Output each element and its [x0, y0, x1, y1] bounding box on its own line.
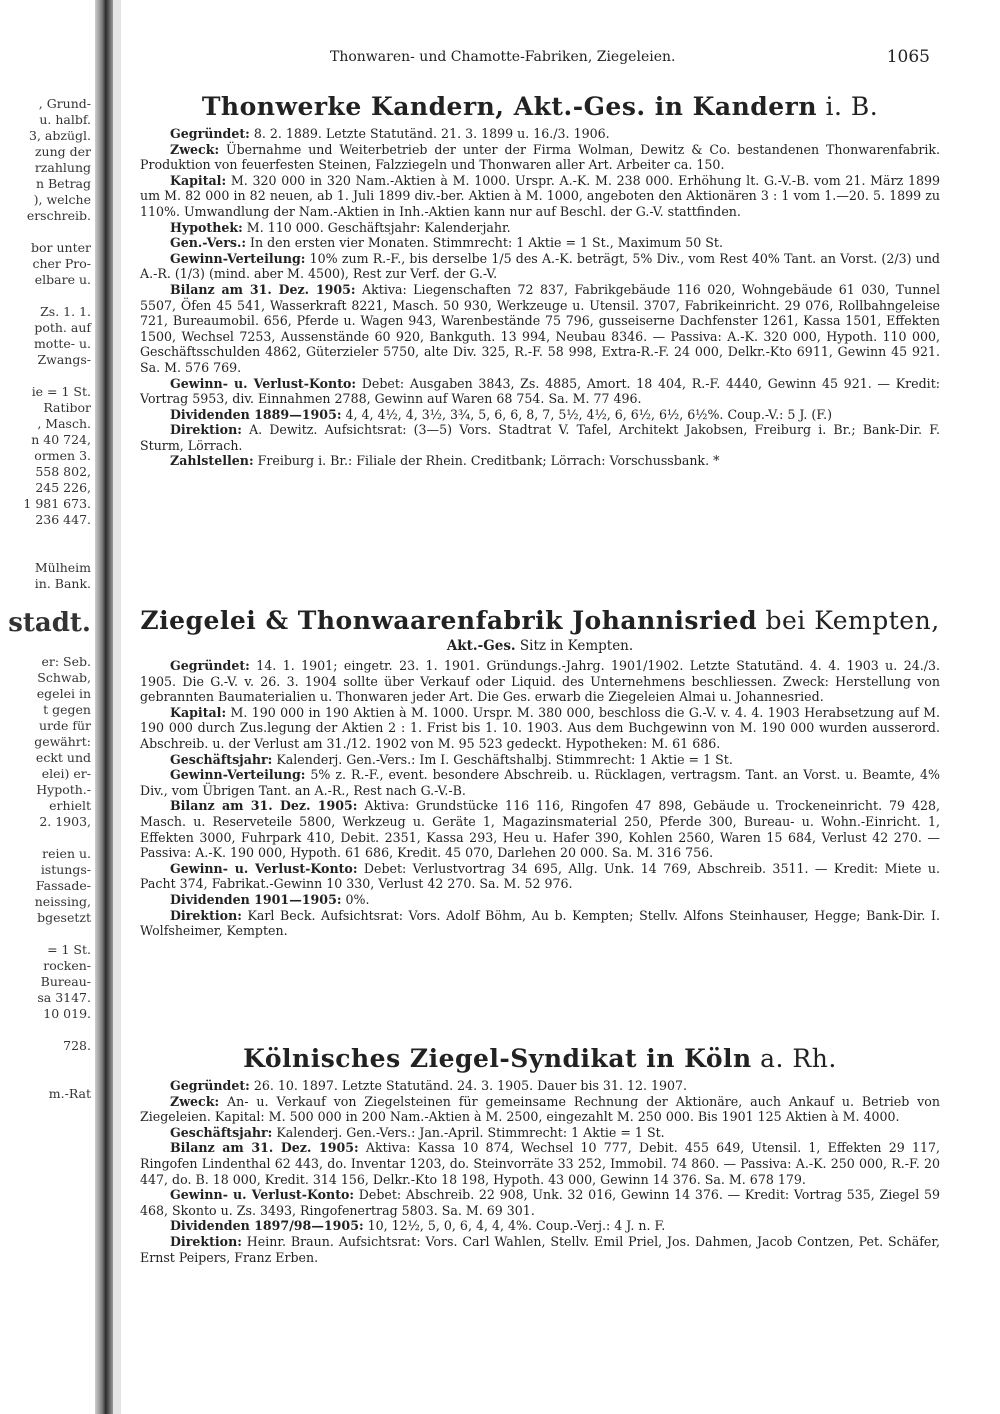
company-entry-johannisried	[140, 606, 940, 939]
entry-paragraph	[140, 1187, 940, 1218]
entry-paragraph	[140, 422, 940, 453]
company-entry-kandern	[140, 92, 940, 469]
previous-page-line: Hypoth.-	[36, 782, 91, 797]
paragraph-text: 0%.	[341, 891, 370, 907]
paragraph-text: Debet: Verlustvortrag 34 695, Allg. Unk. 14 769, Abschreib. 3511. — Kredit: Miete u. Pacht 374, Fabrikat.-Gewinn 10 330, Verlust 42 270. Sa. M. 52 976.	[140, 860, 940, 892]
paragraph-text: M. 110 000. Geschäftsjahr: Kalenderjahr.	[242, 219, 511, 235]
company-title: Kölnisches Ziegel-Syndikat in Köln a. Rh.	[243, 1044, 837, 1073]
previous-page-line: 245 226,	[35, 480, 91, 495]
company-title: Ziegelei & Thonwaarenfabrik Johannisried bei Kempten,	[140, 606, 940, 635]
entry-paragraph	[140, 1078, 940, 1094]
paragraph-label: Kapital:	[170, 704, 227, 720]
paragraph-text: Karl Beck. Aufsichtsrat: Vors. Adolf Böhm, Au b. Kempten; Stellv. Alfons Steinhauser, Hegge; Bank-Dir. I. Wolfsheimer, Kempten.	[140, 907, 940, 939]
previous-page-line: sa 3147.	[37, 990, 91, 1005]
entry-paragraph	[140, 658, 940, 705]
previous-page-line: Fassade-	[35, 878, 91, 893]
paragraph-label: Dividenden 1901—1905:	[170, 891, 342, 907]
previous-page-line: 558 802,	[35, 464, 91, 479]
previous-page-line: erschreib.	[26, 208, 91, 223]
paragraph-label: Bilanz am 31. Dez. 1905:	[170, 798, 358, 814]
paragraph-text: In den ersten vier Monaten. Stimmrecht: 1 Aktie = 1 St., Maximum 50 St.	[246, 235, 723, 251]
paragraph-text: Heinr. Braun. Aufsichtsrat: Vors. Carl Wahlen, Stellv. Emil Priel, Jos. Dahmen, Jacob Contzen, Pet. Schäfer, Ernst Peipers, Franz Erben.	[140, 1233, 940, 1265]
paragraph-text: M. 190 000 in 190 Aktien à M. 1000. Urspr. M. 380 000, beschloss die G.-V. v. 4. 4. 1903 Herabsetzung auf M. 190 000 durch Zus.legung der Aktien 2 : 1. Frist bis 1. 10. 1903. Aus dem Buchgewinn von M. 190 000 wurden ausserord. Abschreib. u. der Verlust am 31./12. 1902 von M. 95 523 gedeckt. Hypotheken: M. 61 686.	[140, 704, 940, 751]
previous-page-line: ormen 3.	[34, 448, 91, 463]
entry-paragraph	[140, 798, 940, 860]
company-body	[140, 1078, 940, 1265]
paragraph-label: Direktion:	[170, 1233, 242, 1249]
previous-page-line: poth. auf	[34, 320, 91, 335]
paragraph-label: Gegründet:	[170, 1078, 250, 1093]
previous-page-line: , Masch.	[37, 416, 91, 431]
previous-page-line: cher Pro-	[32, 256, 91, 271]
entry-paragraph	[140, 142, 940, 173]
paragraph-label: Kapital:	[170, 172, 227, 188]
entry-paragraph	[140, 173, 940, 220]
entry-paragraph	[140, 376, 940, 407]
running-head-title: Thonwaren- und Chamotte-Fabriken, Ziegeleien.	[330, 49, 676, 65]
previous-page-line: rzahlung	[34, 160, 91, 175]
previous-page-line: u. halbf.	[39, 112, 91, 127]
entry-paragraph	[140, 282, 940, 376]
previous-page-line: zung der	[34, 144, 91, 159]
entry-paragraph	[140, 235, 940, 251]
previous-page-line: in. Bank.	[34, 576, 91, 591]
paragraph-text: 4, 4, 4½, 4, 3½, 3¾, 5, 6, 6, 8, 7, 5½, 4½, 6, 6½, 6½, 6½%. Coup.-V.: 5 J. (F.)	[341, 406, 833, 422]
paragraph-label: Gewinn- u. Verlust-Konto:	[170, 375, 357, 391]
company-subtitle: Akt.-Ges. Sitz in Kempten.	[446, 638, 634, 654]
previous-page-line: elbare u.	[34, 272, 91, 287]
paragraph-text: Debet: Abschreib. 22 908, Unk. 32 016, Gewinn 14 376. — Kredit: Vortrag 535, Ziegel 59 468, Skonto u. Zs. 3493, Ringofenertrag 5803. Sa. M. 69 301.	[140, 1187, 940, 1218]
paragraph-label: Hypothek:	[170, 219, 243, 235]
entry-paragraph	[140, 1094, 940, 1125]
previous-page-line: urde für	[38, 718, 91, 733]
paragraph-label: Bilanz am 31. Dez. 1905:	[170, 281, 356, 297]
paragraph-text: Debet: Ausgaben 3843, Zs. 4885, Amort. 18 404, R.-F. 4440, Gewinn 45 921. — Kredit: Vortrag 5953, div. Einnahmen 2788, Gewinn auf Waren 68 754. Sa. M. 77 496.	[140, 375, 940, 407]
paragraph-label: Gegründet:	[170, 126, 250, 141]
previous-page-line: , Grund-	[38, 96, 91, 111]
paragraph-label: Zahlstellen:	[170, 453, 254, 469]
paragraph-label: Dividenden 1897/98—1905:	[170, 1218, 364, 1234]
entry-paragraph	[140, 908, 940, 939]
previous-page-line: 728.	[63, 1038, 91, 1053]
previous-page-line: m.-Rat	[48, 1086, 91, 1101]
page-number: 1065	[886, 47, 930, 67]
entry-paragraph	[140, 767, 940, 798]
paragraph-text: 26. 10. 1897. Letzte Statutänd. 24. 3. 1905. Dauer bis 31. 12. 1907.	[249, 1078, 688, 1093]
paragraph-text: 8. 2. 1889. Letzte Statutänd. 21. 3. 1899 u. 16./3. 1906.	[249, 126, 610, 141]
paragraph-text: Freiburg i. Br.: Filiale der Rhein. Creditbank; Lörrach: Vorschussbank. *	[253, 453, 720, 469]
previous-page-line: istungs-	[40, 862, 91, 877]
book-gutter-edge	[113, 0, 121, 1414]
previous-page-line: bgesetzt	[37, 910, 91, 925]
entry-paragraph	[140, 453, 940, 469]
previous-page-line: Bureau-	[40, 974, 91, 989]
paragraph-label: Gewinn- u. Verlust-Konto:	[170, 1187, 355, 1203]
paragraph-label: Direktion:	[170, 422, 242, 438]
previous-page-line: = 1 St.	[47, 942, 91, 957]
previous-page-line: motte- u.	[33, 336, 91, 351]
entry-paragraph	[140, 705, 940, 752]
previous-page-line: Ratibor	[43, 400, 91, 415]
previous-page-line: eckt und	[35, 750, 91, 765]
entry-paragraph	[140, 1218, 940, 1234]
paragraph-text: Aktiva: Liegenschaften 72 837, Fabrikgebäude 116 020, Wohngebäude 61 030, Tunnel 5507, Öfen 45 541, Wasserkraft 8221, Masch. 50 930, Werkzeuge u. Utensil. 3707, Fabrikeinricht. 29 076, Rollbahngeleise 721, Bureaumobil. 656, Pferde u. Wagen 943, Warenbestände 75 796, gusseiserne Dachfenster 1261, Kassa 1501, Effekten 1500, Wechsel 7253, Aussenstände 60 920, Bankguth. 13 994, Neubau 8346. — Passiva: A.-K. 320 000, Hypoth. 110 000, Geschäftsschulden 4862, Güterzieler 5750, alte Div. 325, R.-F. 58 998, Extra-R.-F. 24 000, Delkr.-Kto 6911, Gewinn 45 921. Sa. M. 576 769.	[140, 281, 940, 375]
company-body	[140, 126, 940, 469]
previous-page-line: elei) er-	[41, 766, 91, 781]
previous-page-line: Mülheim	[34, 560, 91, 575]
entry-paragraph	[140, 220, 940, 236]
paragraph-text: Kalenderj. Gen.-Vers.: Jan.-April. Stimmrecht: 1 Aktie = 1 St.	[272, 1124, 665, 1140]
book-gutter	[95, 0, 113, 1414]
paragraph-label: Gewinn-Verteilung:	[170, 250, 306, 266]
entry-paragraph	[140, 1234, 940, 1265]
paragraph-text: M. 320 000 in 320 Nam.-Aktien à M. 1000. Urspr. A.-K. M. 238 000. Erhöhung lt. G.-V.-B. vom 21. März 1899 um M. 82 000 in 82 neuen, ab 1. Juli 1899 div.-ber. Aktien à M. 1000, angeboten den Aktionären 3 : 1 vom 1.—20. 5. 1899 zu 110%. Umwandlung der Nam.-Aktien in Inh.-Aktien kann nur auf Beschl. der G.-V. stattfinden.	[140, 172, 940, 219]
previous-page-line: reien u.	[42, 846, 91, 861]
previous-page-line: ), welche	[33, 192, 91, 207]
previous-page-line: stadt.	[8, 608, 91, 638]
paragraph-text: Aktiva: Grundstücke 116 116, Ringofen 47 898, Gebäude u. Trockeneinricht. 79 428, Masch. u. Reserveteile 5800, Werkzeug u. Geräte 1, Magazinsmaterial 250, Pferde 300, Bureau- u. Wohn.-Einricht. 1, Effekten 3000, Fuhrpark 410, Debit. 2351, Kassa 293, Heu u. Hafer 390, Kohlen 2560, Waren 15 684, Verlust 42 270. — Passiva: A.-K. 190 000, Hypoth. 61 686, Kredit. 45 070, Darlehen 20 000. Sa. M. 316 756.	[140, 798, 940, 861]
running-head	[140, 49, 940, 69]
paragraph-text: Aktiva: Kassa 10 874, Wechsel 10 777, Debit. 455 649, Utensil. 1, Effekten 29 117, Ringofen Lindenthal 62 443, do. Inventar 1203, do. Steinvorräte 33 252, Immobil. 74 860. — Passiva: A.-K. 250 000, R.-F. 20 447, do. B. 18 000, Kredit. 314 156, Delkr.-Kto 18 198, Hypoth. 43 000, Gewinn 14 376. Sa. M. 678 179.	[140, 1140, 940, 1187]
paragraph-text: 10% zum R.-F., bis derselbe 1/5 des A.-K. beträgt, 5% Div., vom Rest 40% Tant. an Vorst. (2/3) und A.-R. (1/3) (mind. aber M. 4500), Rest zur Verf. der G.-V.	[140, 250, 940, 282]
paragraph-label: Direktion:	[170, 907, 242, 923]
previous-page-line: 236 447.	[35, 512, 91, 527]
previous-page-line: rocken-	[43, 958, 91, 973]
entry-paragraph	[140, 1140, 940, 1187]
paragraph-text: Übernahme und Weiterbetrieb der unter der Firma Wolman, Dewitz & Co. bestandenen Thonwarenfabrik. Produktion von feuerfesten Steinen, Falzziegeln und Thonwaren aller Art. Arbeiter ca. 150.	[140, 141, 940, 173]
page	[140, 0, 940, 1414]
previous-page-line: n 40 724,	[31, 432, 91, 447]
previous-page-line: n Betrag	[35, 176, 91, 191]
entry-paragraph	[140, 251, 940, 282]
paragraph-label: Bilanz am 31. Dez. 1905:	[170, 1140, 359, 1156]
previous-page-line: gewährt:	[34, 734, 91, 749]
entry-paragraph	[140, 407, 940, 423]
entry-paragraph	[140, 892, 940, 908]
previous-page-line: Zs. 1. 1.	[40, 304, 91, 319]
paragraph-label: Dividenden 1889—1905:	[170, 406, 342, 422]
paragraph-label: Gewinn-Verteilung:	[170, 767, 306, 783]
previous-page-line: 2. 1903,	[39, 814, 91, 829]
previous-page-line: ie = 1 St.	[31, 384, 91, 399]
previous-page-line: Zwangs-	[37, 352, 91, 367]
previous-page-line: t gegen	[43, 702, 91, 717]
previous-page-line: egelei in	[36, 686, 91, 701]
entry-paragraph	[140, 861, 940, 892]
paragraph-text: A. Dewitz. Aufsichtsrat: (3—5) Vors. Stadtrat V. Tafel, Architekt Jakobsen, Freiburg i. Br.; Bank-Dir. F. Sturm, Lörrach.	[140, 422, 940, 453]
previous-page-line: 1 981 673.	[23, 496, 91, 511]
previous-page-fragment	[0, 0, 95, 1414]
paragraph-text: 10, 12½, 5, 0, 6, 4, 4, 4%. Coup.-Verj.: 4 J. n. F.	[363, 1218, 666, 1234]
paragraph-label: Zweck:	[170, 141, 220, 157]
previous-page-line: Schwab,	[37, 670, 91, 685]
paragraph-text: An- u. Verkauf von Ziegelsteinen für gemeinsame Rechnung der Aktionäre, auch Ankauf u. Betrieb von Ziegeleien. Kapital: M. 500 000 in 200 Nam.-Aktien à M. 2500, eingezahlt M. 250 000. Bis 1901 125 Aktien à M. 4000.	[140, 1093, 940, 1125]
entry-paragraph	[140, 126, 940, 142]
entry-paragraph	[140, 1125, 940, 1141]
previous-page-line: bor unter	[31, 240, 91, 255]
company-body	[140, 658, 940, 939]
paragraph-label: Gegründet:	[170, 658, 250, 673]
entry-paragraph	[140, 752, 940, 768]
paragraph-label: Gewinn- u. Verlust-Konto:	[170, 860, 358, 876]
paragraph-label: Zweck:	[170, 1093, 220, 1109]
paragraph-text: Kalenderj. Gen.-Vers.: Im I. Geschäftshalbj. Stimmrecht: 1 Aktie = 1 St.	[272, 751, 733, 767]
company-title: Thonwerke Kandern, Akt.-Ges. in Kandern i. B.	[201, 92, 879, 121]
paragraph-label: Geschäftsjahr:	[170, 751, 273, 767]
paragraph-label: Gen.-Vers.:	[170, 235, 247, 251]
paragraph-label: Geschäftsjahr:	[170, 1124, 273, 1140]
previous-page-line: 3, abzügl.	[29, 128, 91, 143]
previous-page-line: 10 019.	[43, 1006, 91, 1021]
previous-page-line: neissing,	[34, 894, 91, 909]
previous-page-line: erhielt	[49, 798, 91, 813]
paragraph-text: 14. 1. 1901; eingetr. 23. 1. 1901. Gründungs.-Jahrg. 1901/1902. Letzte Statutänd. 4. 4. 1903 u. 24./3. 1905. Die G.-V. v. 26. 3. 1904 sollte über Verkauf oder Liquid. des Unternehmens beschliessen. Zweck: Herstellung von gebrannten Baumaterialien u. Thonwaren jeder Art. Die Ges. erwarb die Ziegeleien Almai u. Johannesried.	[140, 658, 940, 705]
paragraph-text: 5% z. R.-F., event. besondere Abschreib. u. Rücklagen, vertragsm. Tant. an Vorst. u. Beamte, 4% Div., vom Übrigen Tant. an A.-R., Rest nach G.-V.-B.	[140, 767, 940, 798]
previous-page-line: er: Seb.	[41, 654, 91, 669]
company-entry-koeln	[140, 1044, 940, 1265]
